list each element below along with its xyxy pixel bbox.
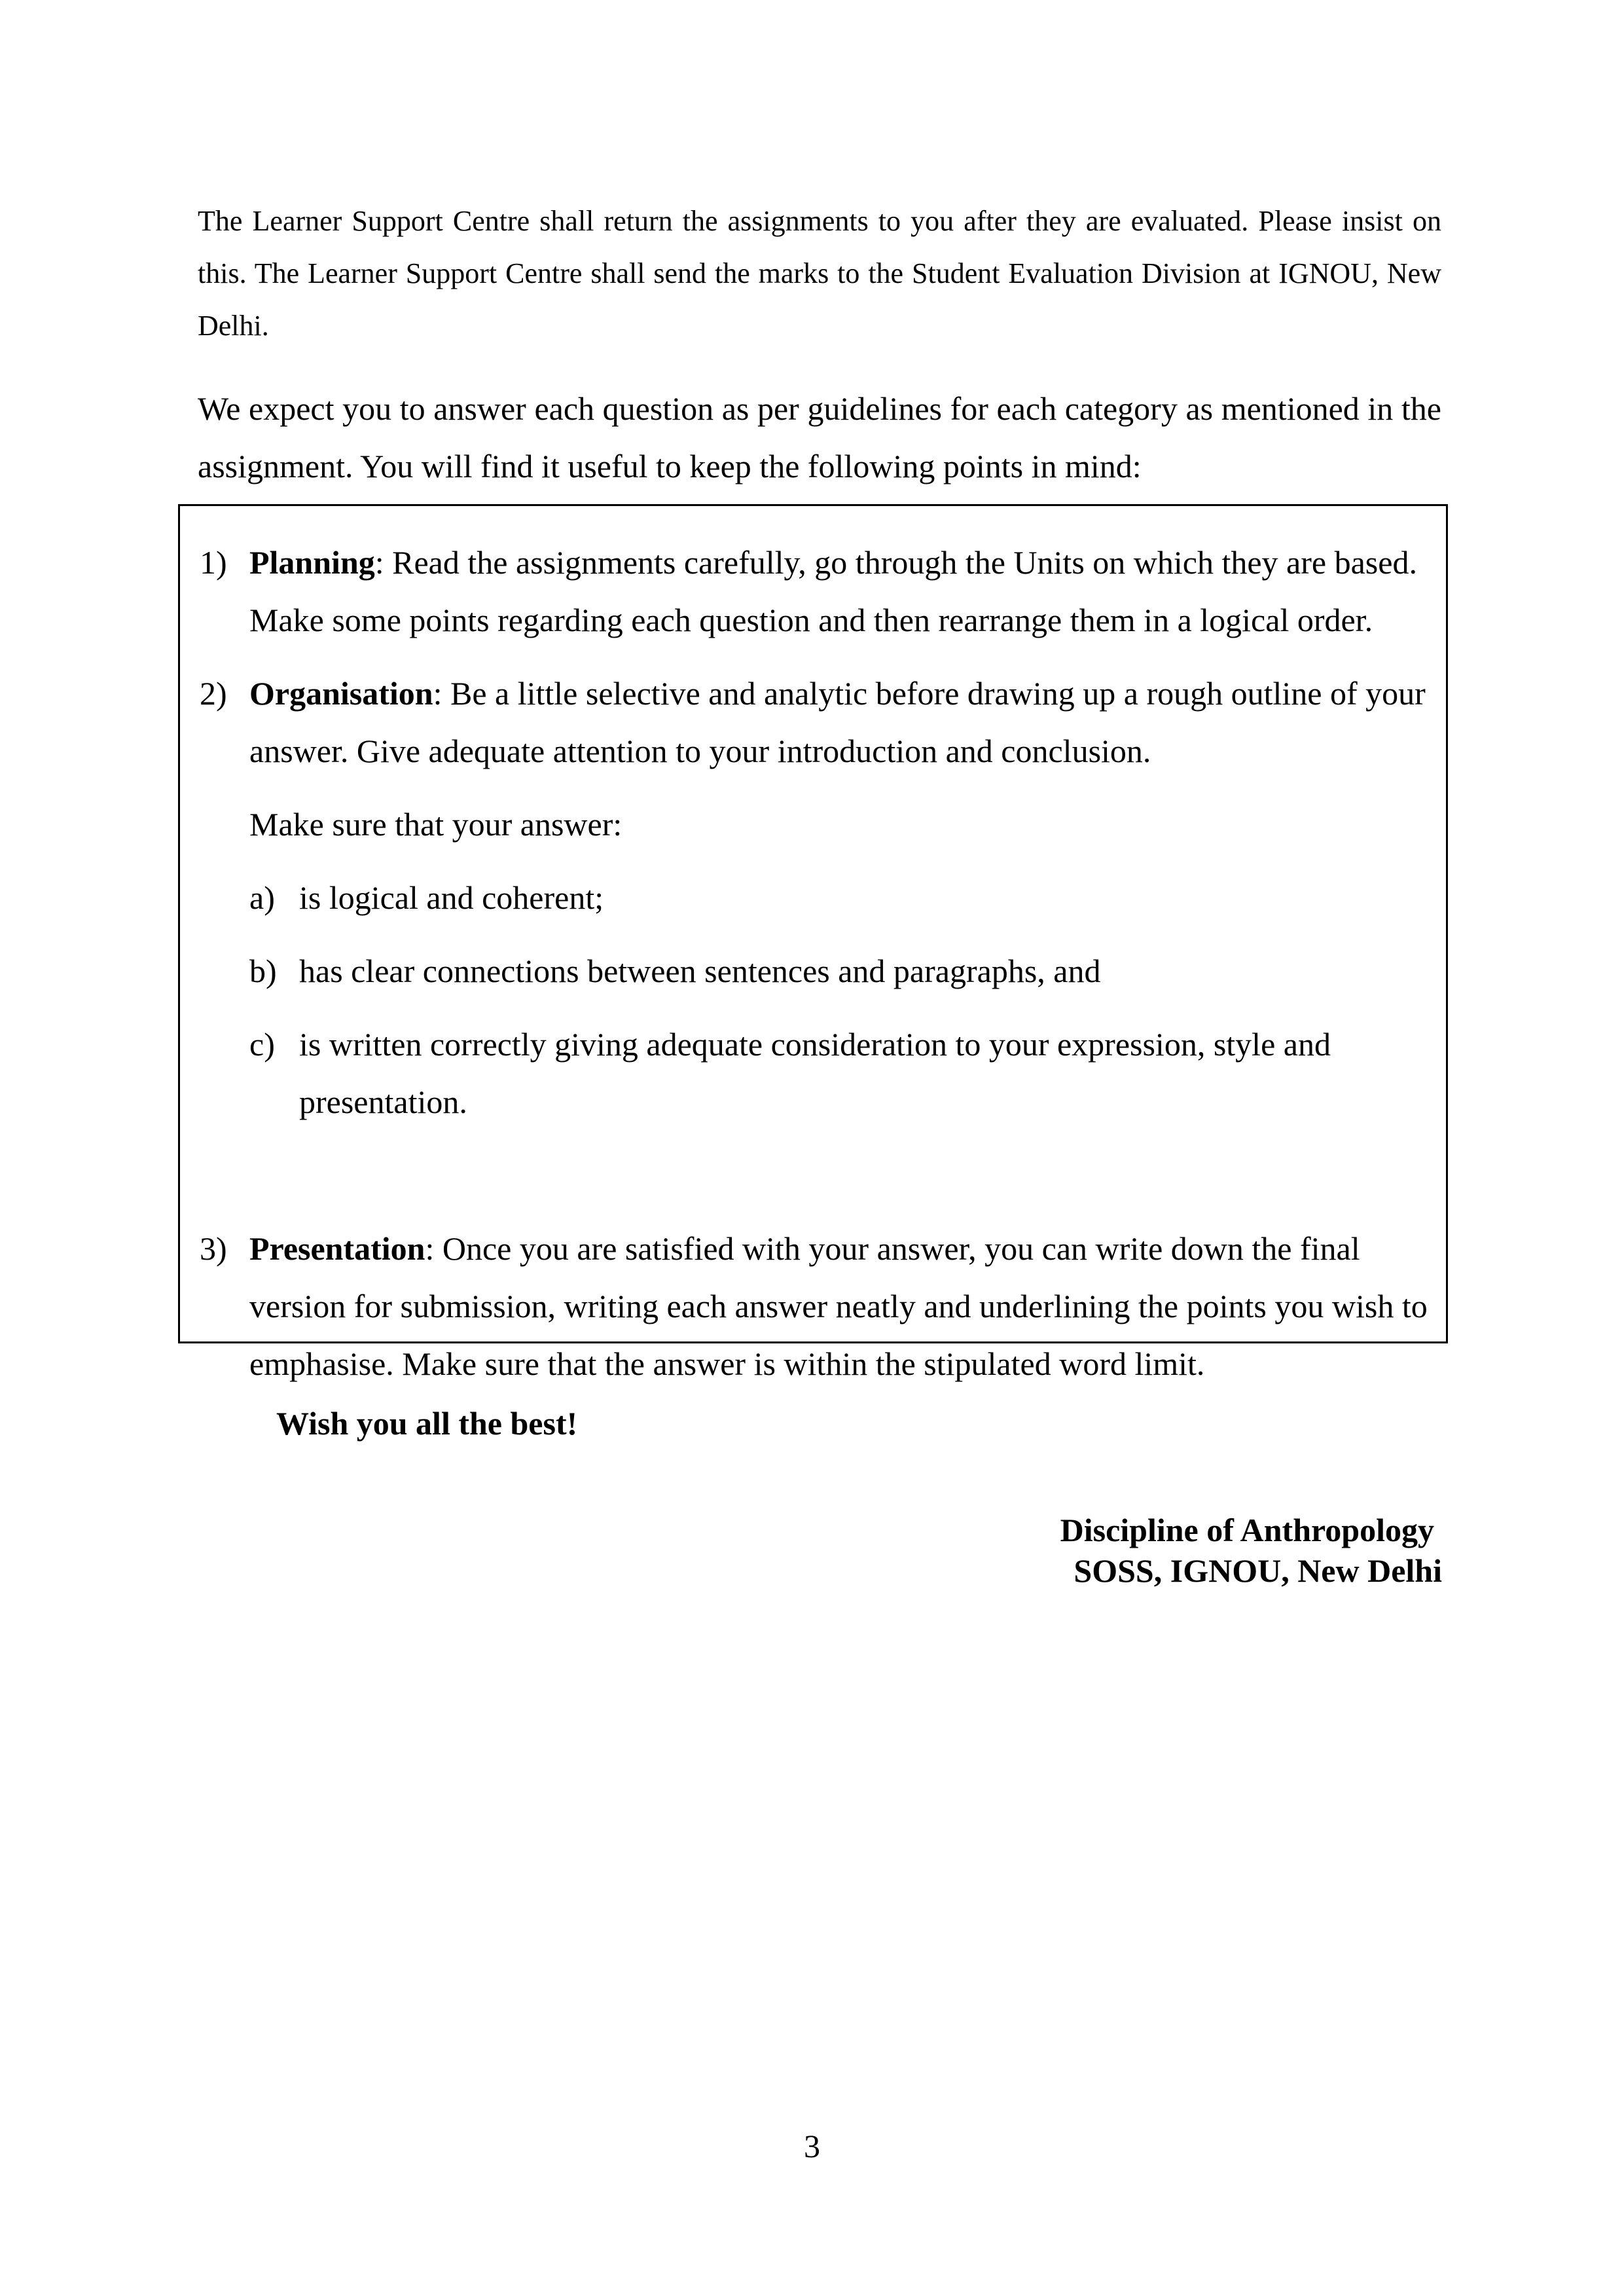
guideline-description: : Read the assignments carefully, go through the Units on which they are based. Make some points regarding each question and then rearrange them in a logical order. [249,544,1417,638]
guideline-title: Organisation [249,675,433,712]
guideline-number: 2) [200,675,227,712]
closing-wish: Wish you all the best! [276,1405,578,1442]
guideline-text [249,1220,1430,1393]
list-item [249,869,1430,926]
guideline-body [249,1220,1430,1393]
list-item [249,942,1430,1000]
list-item-letter: b) [249,953,277,989]
guideline-description: : Be a little selective and analytic before drawing up a rough outline of your answer. Give adequate attention to your introduction and conclusion. [249,675,1426,769]
guideline-sub-intro: Make sure that your answer: [249,806,623,843]
guideline-sublist [249,869,1430,1131]
list-item-letter: a) [249,879,275,916]
guideline-number: 3) [200,1230,227,1267]
guidelines-box [178,504,1448,1382]
guideline-number: 1) [200,544,227,581]
guideline-body [249,665,1430,1146]
list-item-letter: c) [249,1026,275,1063]
page-number: 3 [804,2128,820,2164]
list-item-text: has clear connections between sentences and paragraphs, and [299,953,1101,989]
list-item-text: is written correctly giving adequate consideration to your expression, style and presentation. [299,1026,1331,1120]
guideline-title: Presentation [249,1230,425,1267]
guideline-body [249,534,1430,649]
guideline-title: Planning [249,544,375,581]
list-item-text: is logical and coherent; [299,879,604,916]
guideline-text [249,665,1430,780]
guideline-text [249,534,1430,649]
guideline-description: : Once you are satisfied with your answer, you can write down the final version for submission, writing each answer neatly and underlining the points you wish to emphasise. Make sure that the answer is within the stipulated word limit. [249,1230,1428,1382]
signature-block [1060,1510,1442,1591]
intro-paragraph-guidelines: We expect you to answer each question as per guidelines for each category as mentioned in the assignment. You will find it useful to keep the following points in mind: [198,390,1441,484]
list-item [249,1015,1430,1131]
signature-institution: SOSS, IGNOU, New Delhi [1074,1552,1442,1589]
intro-paragraph-evaluation: The Learner Support Centre shall return the assignments to you after they are evaluated. Please insist on this. The Learner Support Centre shall send the marks to the Student Evaluation Division at IGNOU, New Delhi. [198,205,1441,342]
signature-department: Discipline of Anthropology [1060,1512,1434,1548]
